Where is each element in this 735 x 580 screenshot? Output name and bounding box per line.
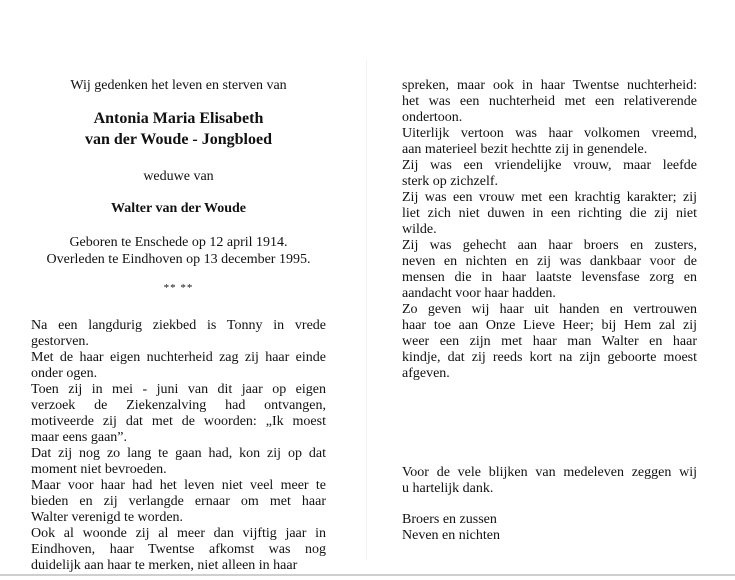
text-line: duidelijk aan haar te merken, niet alleen in haar xyxy=(31,558,298,573)
left-column xyxy=(31,76,326,574)
text-line: afgeven. xyxy=(402,366,450,381)
text-line: moment niet bevroeden. xyxy=(31,462,167,477)
text-line: Walter verenigd te worden. xyxy=(31,510,184,525)
paragraph xyxy=(402,78,697,126)
paragraph xyxy=(31,526,326,574)
text-line: wilde. xyxy=(402,222,437,237)
paragraph xyxy=(31,382,326,446)
widow-of-label: weduwe van xyxy=(143,169,214,184)
paragraph xyxy=(402,126,697,158)
text-line: Ook al woonde zij al meer dan vijftig jaar in xyxy=(31,526,326,541)
fold-line xyxy=(366,60,367,560)
text-line: Toen zij in mei - juni van dit jaar op eigen xyxy=(31,382,326,397)
signer-line: Broers en zussen xyxy=(402,512,497,527)
text-line: Na een langdurig ziekbed is Tonny in vrede xyxy=(31,318,326,333)
text-line: gestorven. xyxy=(31,334,89,349)
paragraph xyxy=(31,446,326,478)
text-line: Zo geven wij haar uit handen en vertrouwen xyxy=(402,302,697,317)
text-line: verzoek de Ziekenzalving had ontvangen, xyxy=(31,398,326,413)
signer-line: Neven en nichten xyxy=(402,528,500,543)
deceased-name-line2: van der Woude - Jongbloed xyxy=(84,131,272,148)
text-line: motiveerde zij dat met de woorden: „Ik moest xyxy=(31,414,326,429)
paragraph xyxy=(402,190,697,238)
text-line: kindje, dat zij reeds kort na zijn geboorte moest xyxy=(402,350,697,365)
signers-block xyxy=(402,512,697,544)
bottom-edge-line xyxy=(0,574,735,576)
text-line: onder ogen. xyxy=(31,366,98,381)
text-line: maar eens gaan”. xyxy=(31,430,127,445)
text-line: aan materieel bezit hechtte zij in genendele. xyxy=(402,142,648,157)
paragraph xyxy=(31,478,326,526)
separator-stars: ** ** xyxy=(163,282,194,294)
deceased-name-line1: Antonia Maria Elisabeth xyxy=(93,110,264,127)
text-line: mensen die in haar laatste levensfase zorg en xyxy=(402,270,697,285)
text-line: sterk op zichzelf. xyxy=(402,174,499,189)
text-line: Uiterlijk vertoon was haar volkomen vreemd, xyxy=(402,126,697,141)
text-line: neven en nichten en zij was dankbaar voor de xyxy=(402,254,697,269)
text-line: Zij was gehecht aan haar broers en zusters, xyxy=(402,238,697,253)
intro-line: Wij gedenken het leven en sterven van xyxy=(70,78,287,93)
paragraph xyxy=(402,158,697,190)
husband-name: Walter van der Woude xyxy=(111,201,246,216)
text-line: ondertoon. xyxy=(402,110,463,125)
text-line: liet zich niet duwen in een richting die zij niet xyxy=(402,206,697,221)
paragraph xyxy=(31,350,326,382)
text-line: aandacht voor haar hadden. xyxy=(402,286,556,301)
text-line: u hartelijk dank. xyxy=(402,481,494,496)
text-line: spreken, maar ook in haar Twentse nuchterheid: xyxy=(402,78,697,93)
text-line: haar toe aan Onze Lieve Heer; bij Hem zal zij xyxy=(402,318,697,333)
text-line: het was een nuchterheid met een relativerende xyxy=(402,94,697,109)
birth-line: Geboren te Enschede op 12 april 1914. xyxy=(69,235,288,250)
text-line: Dat zij nog zo lang te gaan had, kon zij op dat xyxy=(31,446,326,461)
paragraph xyxy=(402,238,697,302)
text-line: Zij was een vrouw met een krachtig karakter; zij xyxy=(402,190,697,205)
text-line: bieden en zij verlangde ernaar om met haar xyxy=(31,494,326,509)
text-line: Zij was een vriendelijke vrouw, maar leefde xyxy=(402,158,697,173)
death-line: Overleden te Eindhoven op 13 december 1995. xyxy=(46,252,311,267)
text-line: Met de haar eigen nuchterheid zag zij haar einde xyxy=(31,350,326,365)
right-column xyxy=(402,78,697,382)
paragraph xyxy=(402,302,697,382)
left-text-block xyxy=(31,318,326,574)
thanks-text xyxy=(402,465,697,497)
text-line: Voor de vele blijken van medeleven zeggen wij xyxy=(402,465,697,480)
paragraph xyxy=(31,318,326,350)
text-line: Maar voor haar had het leven niet veel meer te xyxy=(31,478,326,493)
text-line: Eindhoven, haar Twentse afkomst was nog xyxy=(31,542,326,557)
text-line: weer een zijn met haar man Walter en haar xyxy=(402,334,697,349)
